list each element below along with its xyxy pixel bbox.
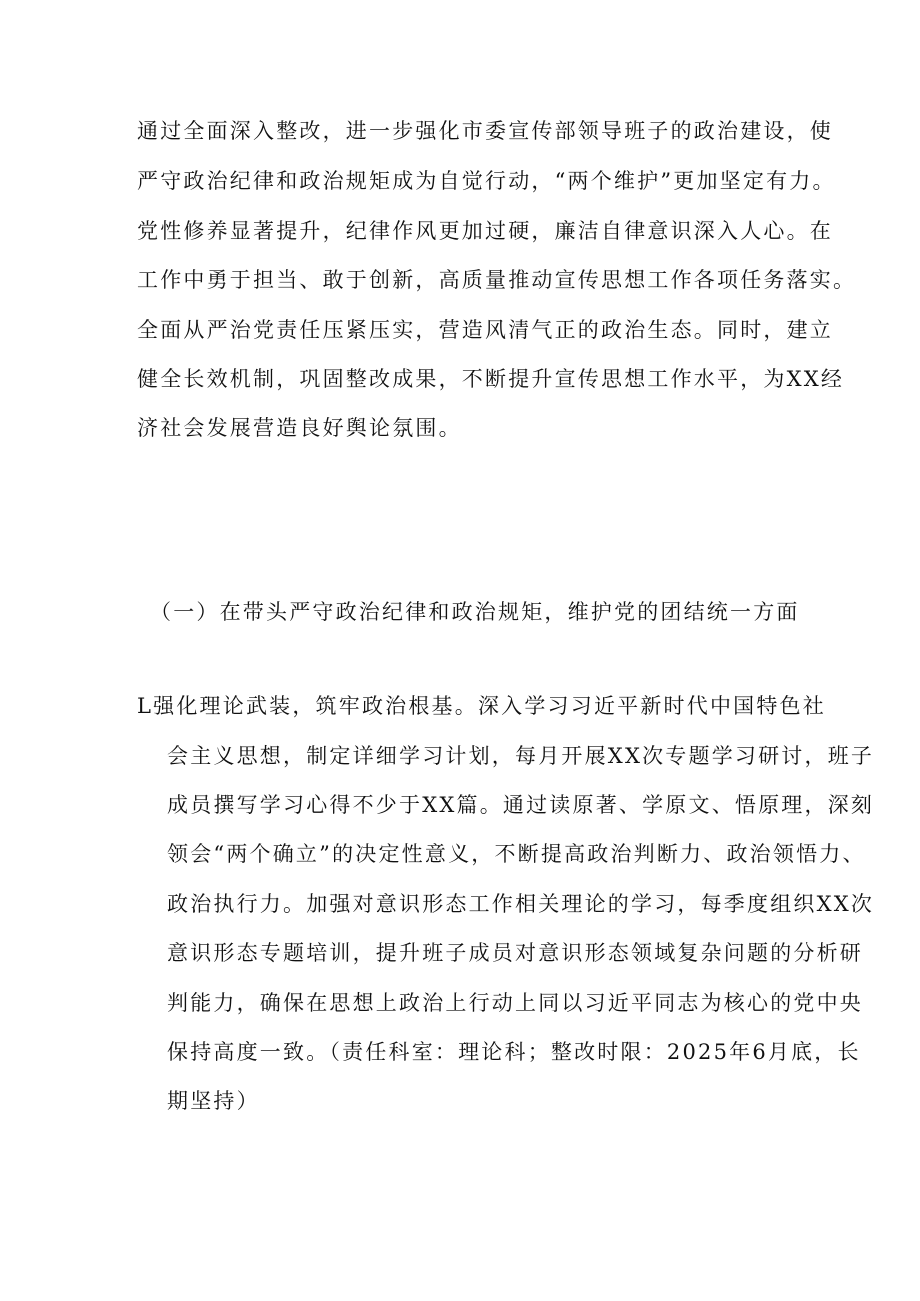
item-line-8: 保持高度一致。（责任科室：理论科；整改时限：2025年6月底，长 <box>167 1040 861 1064</box>
item-line-4: 领会“两个确立”的决定性意义，不断提高政治判断力、政治领悟力、 <box>167 842 866 866</box>
intro-line-7: 济社会发展营造良好舆论氛围。 <box>137 416 462 440</box>
item-line-9: 期坚持） <box>167 1089 260 1113</box>
item-line-6: 意识形态专题培训，提升班子成员对意识形态领域复杂问题的分析研 <box>167 941 863 965</box>
item-line-7: 判能力，确保在思想上政治上行动上同以习近平同志为核心的党中央 <box>167 991 863 1015</box>
intro-line-6: 健全长效机制，巩固整改成果，不断提升宣传思想工作水平，为XX经 <box>137 367 845 391</box>
intro-line-1: 通过全面深入整改，进一步强化市委宣传部领导班子的政治建设，使 <box>137 119 833 143</box>
intro-line-3: 党性修养显著提升，纪律作风更加过硬，廉洁自律意识深入人心。在 <box>137 219 833 243</box>
item-line-5: 政治执行力。加强对意识形态工作相关理论的学习，每季度组织XX次 <box>167 892 875 916</box>
item-line-1: L强化理论武装，筑牢政治根基。深入学习习近平新时代中国特色社 <box>137 694 826 718</box>
intro-line-4: 工作中勇于担当、敢于创新，高质量推动宣传思想工作各项任务落实。 <box>137 268 857 292</box>
intro-line-2: 严守政治纪律和政治规矩成为自觉行动，“两个维护”更加坚定有力。 <box>137 169 836 193</box>
intro-line-5: 全面从严治党责任压紧压实，营造风清气正的政治生态。同时，建立 <box>137 318 833 342</box>
item-line-3: 成员撰写学习心得不少于XX篇。通过读原著、学原文、悟原理，深刻 <box>167 793 875 817</box>
item-line-2: 会主义思想，制定详细学习计划，每月开展XX次专题学习研讨，班子 <box>167 744 875 768</box>
section-heading: （一）在带头严守政治纪律和政治规矩，维护党的团结统一方面 <box>150 600 800 624</box>
